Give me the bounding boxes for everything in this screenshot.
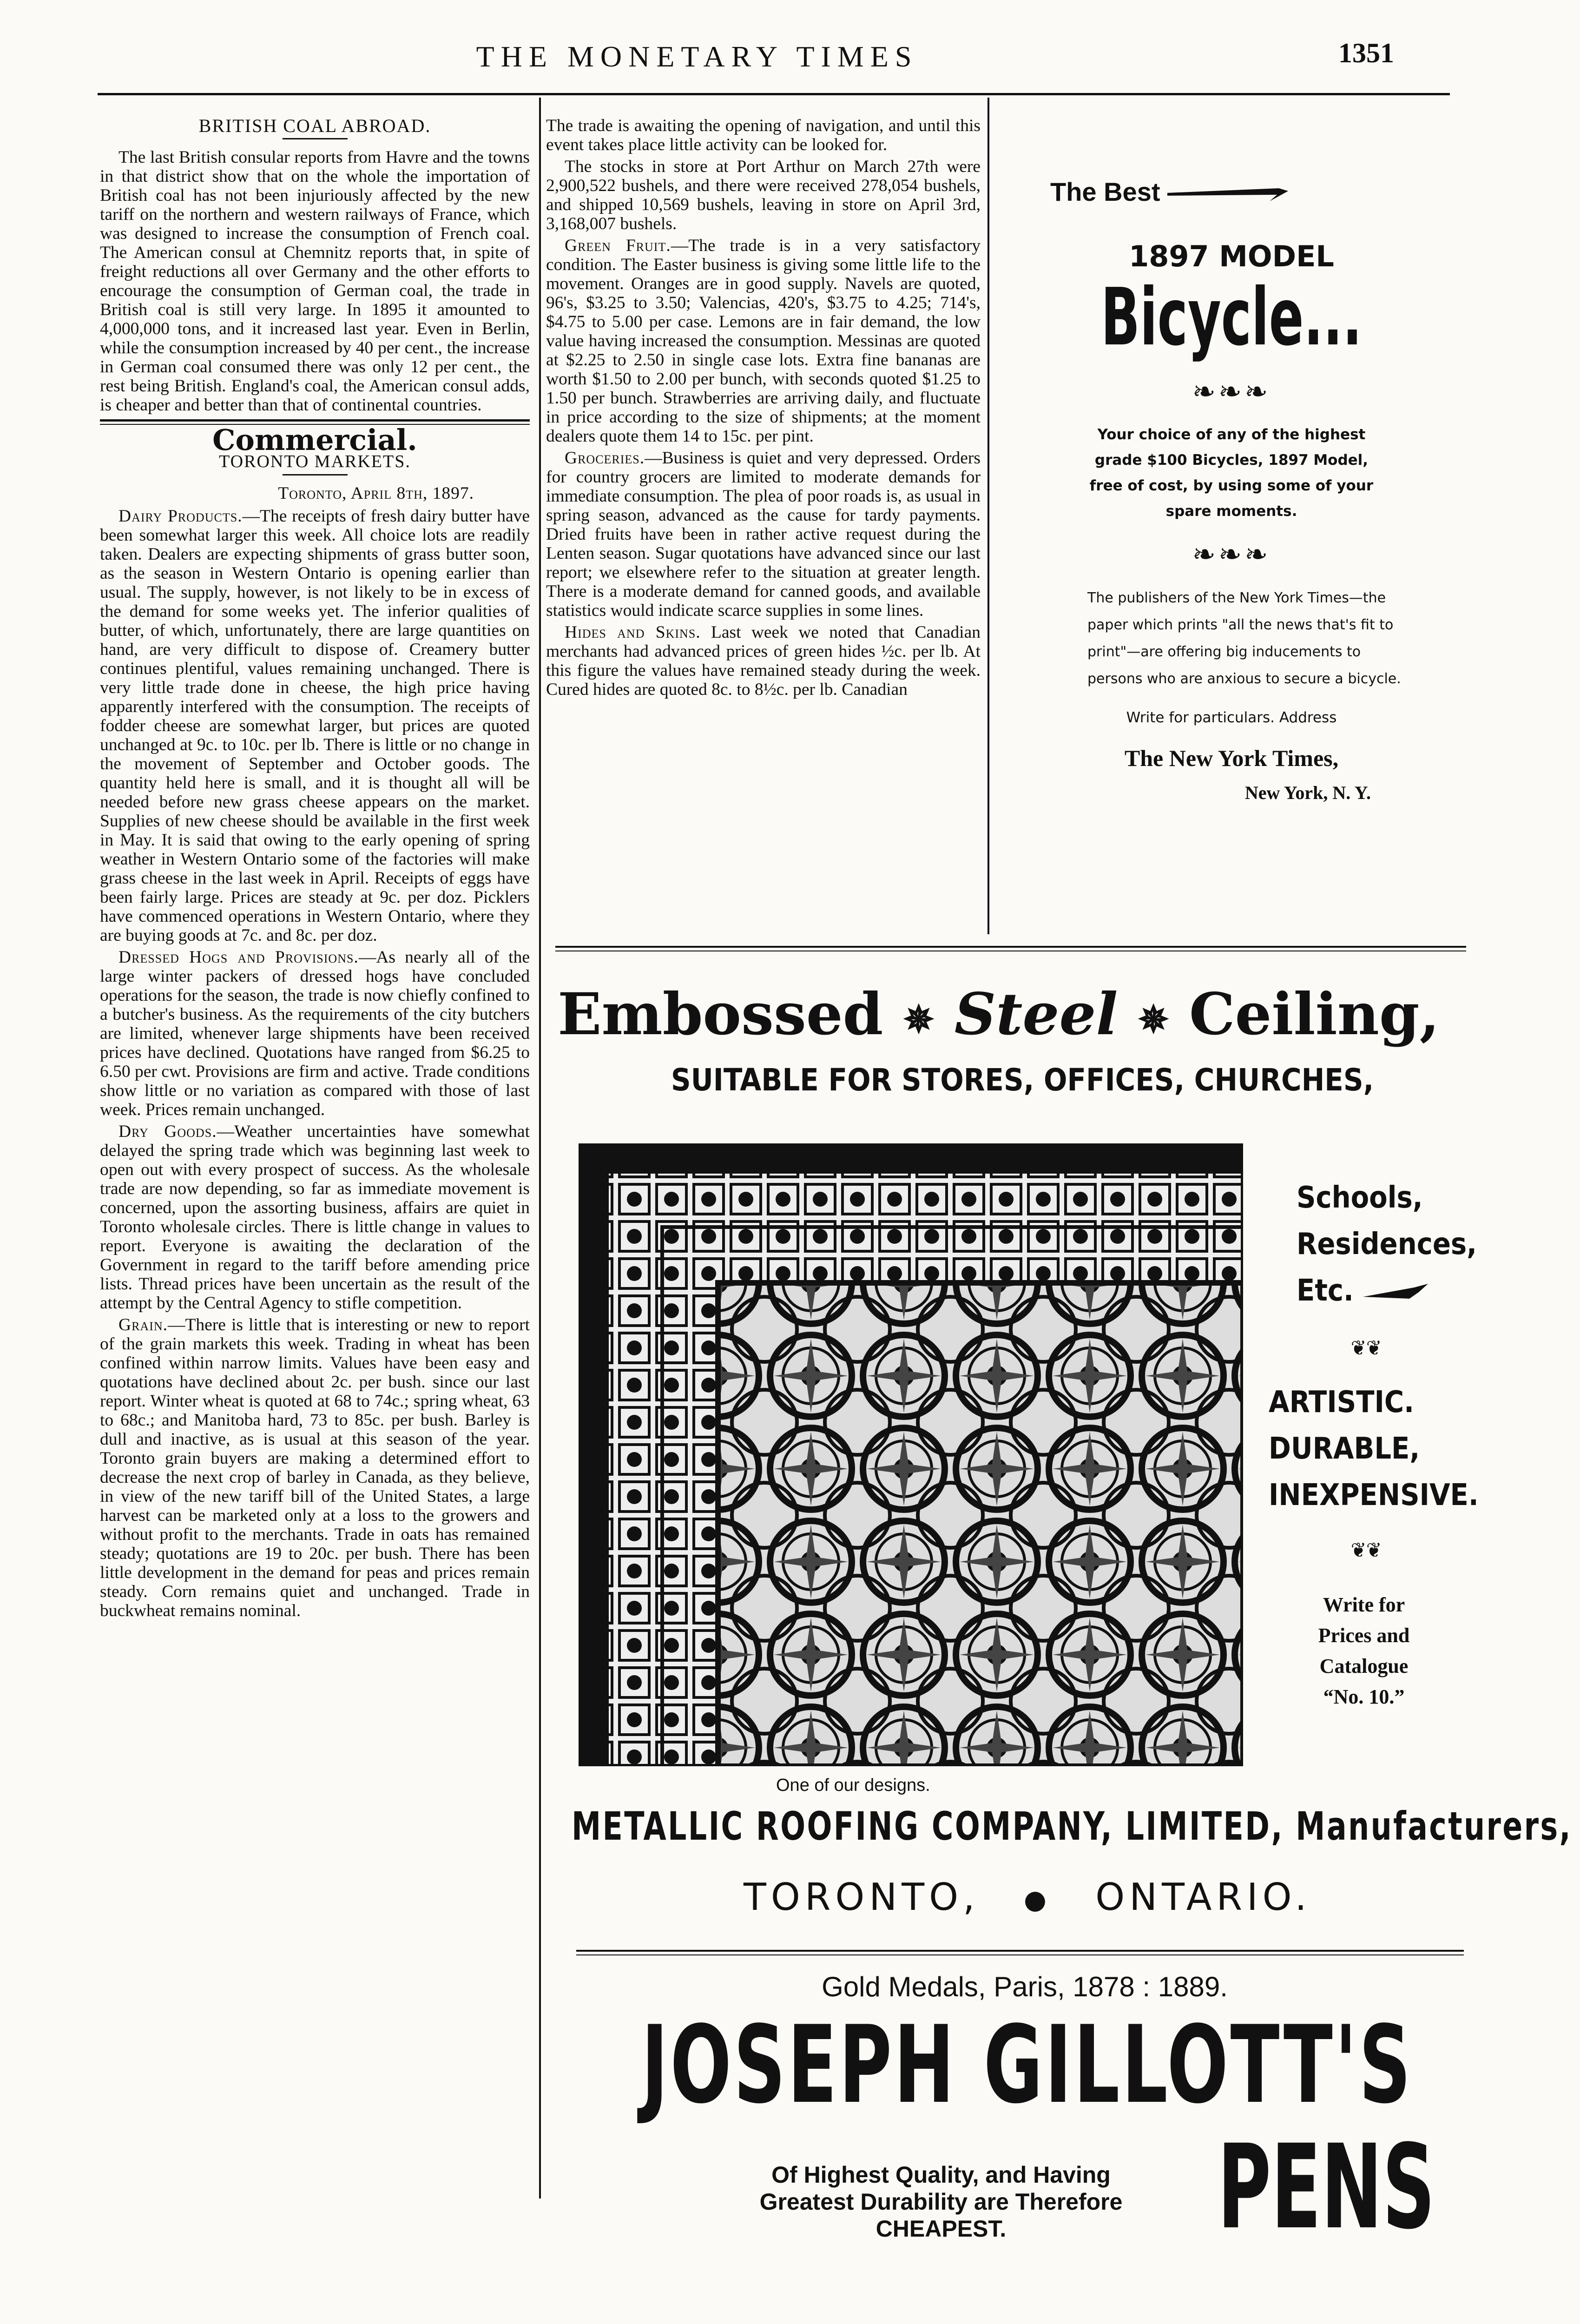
section-text: Last week we noted that Canadian merchants had advanced prices of green hides ½c. per lb. At this figure the values have remained steady during the week. Cured hides are quoted 8c. to 8½c. per lb. Canadian (546, 623, 981, 699)
embossed-steel-ceiling-title (558, 981, 1487, 1048)
masthead-title: THE MONETARY TIMES (476, 40, 918, 73)
column-rule-1 (539, 98, 541, 2199)
dateline: Toronto, April 8th, 1897. (278, 484, 474, 503)
section-label: Green Fruit. (565, 236, 671, 255)
section-label: Dressed Hogs and Provisions. (118, 948, 359, 967)
scroll-ornament-icon: ❦❦ (1350, 1538, 1382, 1562)
write-line: “No. 10.” (1323, 1685, 1405, 1708)
section-text: —There is little that is interesting or new to report of the grain markets this week. Trading in wheat has been confined within narrow limits. Values have been easy and quotations have declined about 2c. per bush. since our last report. Winter wheat is quoted at 68 to 74c.; spring wheat, 63 to 68c.; and Manitoba hard, 73 to 85c. per bush. Barley is dull and inactive, as is usual at this season of the year. Toronto grain buyers are making a determined effort to decrease the next crop of barley in Canada, as they believe, in view of the new tariff bill of the United States, a large harvest can be marketed only at a loss to the growers and without profit to the merchants. Trade in oats has remained steady; quotations are 19 to 20c. per bush. There has been little development in the demand for peas and prices remain steady. Corn remains quiet and unchanged. Trade in buckwheat remains nominal. (100, 1315, 530, 1620)
leaf-ornament-icon: ❧❧❧ (1192, 376, 1271, 407)
british-coal-paragraph: The last British consular reports from Havre and the towns in that district show that on the whole the importation of British coal has not been injuriously affected by the new tariff on the northern and western railways of France, which was designed to increase the consumption of French coal. The American consul at Chemnitz reports that, in spite of freight reductions all over Germany and the other efforts to encourage the consumption of German coal, the trade in British coal is still very large. In 1895 it amounted to 4,000,000 tons, and it increased last year. Even in Berlin, while the consumption increased by 40 per cent., the increase in German coal consumed there was only 12 per cent., the rest being British. England's coal, the American consul adds, is cheaper and better than that of continental countries. (100, 148, 530, 415)
etc-label: Etc. (1297, 1274, 1354, 1308)
province-name: ONTARIO. (1095, 1875, 1311, 1919)
arrow-icon (1167, 185, 1288, 203)
the-best-label: The Best (1050, 177, 1160, 206)
col2-stocks: The stocks in store at Port Arthur on March 27th were 2,900,522 bushels, and there were received 278,054 bushels, and shipped 10,569 bushels, leaving in store on April 3rd, 3,168,007 bushels. (546, 157, 981, 233)
section-text: —The trade is in a very satisfactory condition. The Easter business is giving some little life to the movement. Oranges are in good supply. Navels are quoted, 96's, $3.25 to 3.50; Valencias, 420's, $3.75 to 4.25; 714's, $4.75 to 5.00 per case. Lemons are in fair demand, the low value having increased the consumption. Messinas are quoted at $2.25 to 2.50 in single case lots. Extra fine bananas are worth $1.50 to 2.00 per bunch, with seconds quoted $1.25 to 1.50 per bunch. Strawberries are arriving daily, and fluctuate in price according to the size of shipments; at the moment dealers quote them 14 to 15c. per pint. (546, 236, 981, 446)
subheading-separator (283, 474, 348, 475)
quality-line: CHEAPEST. (876, 2216, 1007, 2242)
header-rule (98, 93, 1450, 95)
ceiling-pattern-illustration (579, 1143, 1243, 1766)
col2-intro: The trade is awaiting the opening of navigation, and until this event takes place little activity can be looked for. (546, 116, 981, 154)
star-icon: ✵ (1138, 997, 1169, 1041)
write-for-prices (1283, 1590, 1445, 1712)
ad-separator-rule (576, 1950, 1464, 1952)
new-york-location: New York, N. Y. (1244, 782, 1371, 803)
column-2 (546, 116, 981, 702)
section-label: Dry Goods. (118, 1122, 217, 1141)
section-groceries (546, 449, 981, 620)
location-line (744, 1875, 1348, 1919)
quality-line: Greatest Durability are Therefore (759, 2189, 1123, 2215)
toronto-markets-subheading: TORONTO MARKETS. (219, 452, 411, 471)
durable-label: DURABLE, (1269, 1432, 1420, 1466)
section-text: —Weather uncertainties have somewhat delayed the spring trade which was beginning last week to open out with every prospect of success. As the wholesale trade are now depending, so far as immediate movement is concerned, upon the assorting business, affairs are quiet in Toronto wholesale circles. There is little change in values to report. Everyone is awaiting the declaration of the Government in regard to the tariff before amending price lists. Thread prices have been uncertain as the result of the attempt by the Central Agency to stifle competition. (100, 1122, 530, 1313)
section-label: Groceries. (565, 449, 645, 468)
section-label: Dairy Products. (118, 507, 243, 526)
page-number: 1351 (1338, 38, 1394, 68)
publishers-text: The publishers of the New York Times—the paper which prints "all the news that's fit to print"—are offering big inducements to persons who are anxious to secure a bicycle. (1087, 590, 1401, 687)
section-label: Hides and Skins. (565, 623, 701, 642)
write-line: Catalogue (1319, 1655, 1409, 1677)
section-dairy (100, 507, 530, 945)
bicycle-heading: Bicycle... (1101, 271, 1362, 363)
artistic-label: ARTISTIC. (1269, 1385, 1414, 1419)
british-coal-title: BRITISH COAL ABROAD. (198, 115, 431, 136)
bullet-icon: ● (1023, 1884, 1051, 1915)
section-hogs (100, 948, 530, 1119)
scroll-ornament-icon: ❦❦ (1350, 1336, 1382, 1360)
the-best-line (1050, 177, 1441, 207)
inexpensive-label: INEXPENSIVE. (1269, 1478, 1479, 1512)
ad-separator-rule (555, 946, 1466, 948)
model-heading: 1897 MODEL (1129, 239, 1334, 273)
design-caption: One of our designs. (776, 1776, 930, 1795)
write-line: Write for (1323, 1593, 1405, 1616)
section-label: Grain. (118, 1315, 168, 1334)
schools-label: Schools, (1297, 1181, 1423, 1215)
title-word: Embossed (558, 981, 883, 1048)
new-york-times-name: The New York Times, (1124, 745, 1339, 771)
city-name: TORONTO, (744, 1875, 980, 1919)
section-hides (546, 623, 981, 699)
star-icon: ✵ (903, 997, 935, 1041)
choice-text: Your choice of any of the highest grade $100 Bicycles, 1897 Model, free of cost, by using some of your spare moments. (1089, 426, 1374, 520)
bicycle-advertisement (1022, 177, 1441, 804)
joseph-gillotts-name: JOSEPH GILLOTT'S (641, 2003, 1413, 2127)
company-name: METALLIC ROOFING COMPANY, LIMITED, Manufacturers, (572, 1803, 1572, 1849)
section-grain (100, 1315, 530, 1620)
column-1 (100, 116, 530, 1623)
section-text: —Business is quiet and very depressed. Orders for country grocers are limited to moderate demands for immediate consumption. The plea of poor roads is, as usual in spring season, advanced as the cause for tardy payments. Dried fruits have been in rather active request during the Lenten season. Sugar quotations have advanced since our last report; we elsewhere refer to the situation at greater length. There is a moderate demand for canned goods, and available statistics would indicate scarce supplies in some lines. (546, 449, 981, 620)
pointing-arrow-icon (1363, 1283, 1428, 1301)
residences-label: Residences, (1297, 1227, 1477, 1261)
gold-medals-line: Gold Medals, Paris, 1878 : 1889. (822, 1971, 1228, 2002)
quality-line: Of Highest Quality, and Having (771, 2162, 1111, 2188)
title-separator (283, 138, 348, 139)
title-word: Ceiling, (1189, 981, 1440, 1048)
title-word: Steel (954, 981, 1118, 1048)
leaf-ornament-icon: ❧❧❧ (1192, 539, 1271, 570)
quality-text (697, 2161, 1185, 2242)
commercial-heading: Commercial. (212, 423, 417, 457)
section-dry-goods (100, 1122, 530, 1313)
write-for-particulars: Write for particulars. Address (1126, 709, 1337, 726)
section-text: —As nearly all of the large winter packers of dressed hogs have concluded operations for the season, the trade is now chiefly confined to a butcher's business. As the requirements of the city butchers are limited, whenever large shipments have been received prices have declined. Quotations have ranged from $6.25 to 6.50 per cwt. Provisions are firm and active. Trade conditions show little or no variation as compared with those of last week. Prices remain unchanged. (100, 948, 530, 1119)
write-line: Prices and (1318, 1624, 1410, 1647)
column-rule-2 (988, 98, 989, 934)
etc-line (1297, 1274, 1428, 1308)
ad-separator-rule (576, 1954, 1464, 1955)
pens-word: PENS (1218, 2119, 1435, 2255)
section-text: —The receipts of fresh dairy butter have been somewhat larger this week. All choice lots are readily taken. Dealers are expecting shipments of grass butter soon, as the season in Western Ontario is opening earlier than usual. The supply, however, is not likely to be in excess of the demand for some weeks yet. The inferior qualities of butter, of which, unfortunately, there are large quantities on hand, are very difficult to dispose of. Creamery butter continues plentiful, values remaining unchanged. There is very little trade done in cheese, the high price having apparently interfered with the consumption. The receipts of fodder cheese are somewhat larger, but prices are quoted unchanged at 9c. to 10c. per lb. There is little or no change in the movement of September and October goods. The quantity held here is small, and it is thought all will be needed before new grass cheese appears on the market. Supplies of new cheese should be available in the first week in May. It is said that owing to the early opening of spring weather in Western Ontario some of the factories will make grass cheese in the last week in April. Receipts of eggs have been fairly large. Prices are steady at 9c. per doz. Picklers have commenced operations in Western Ontario, where they are buying goods at 7c. and 8c. per doz. (100, 507, 530, 945)
suitable-for-line: SUITABLE FOR STORES, OFFICES, CHURCHES, (671, 1062, 1374, 1098)
section-green-fruit (546, 236, 981, 446)
